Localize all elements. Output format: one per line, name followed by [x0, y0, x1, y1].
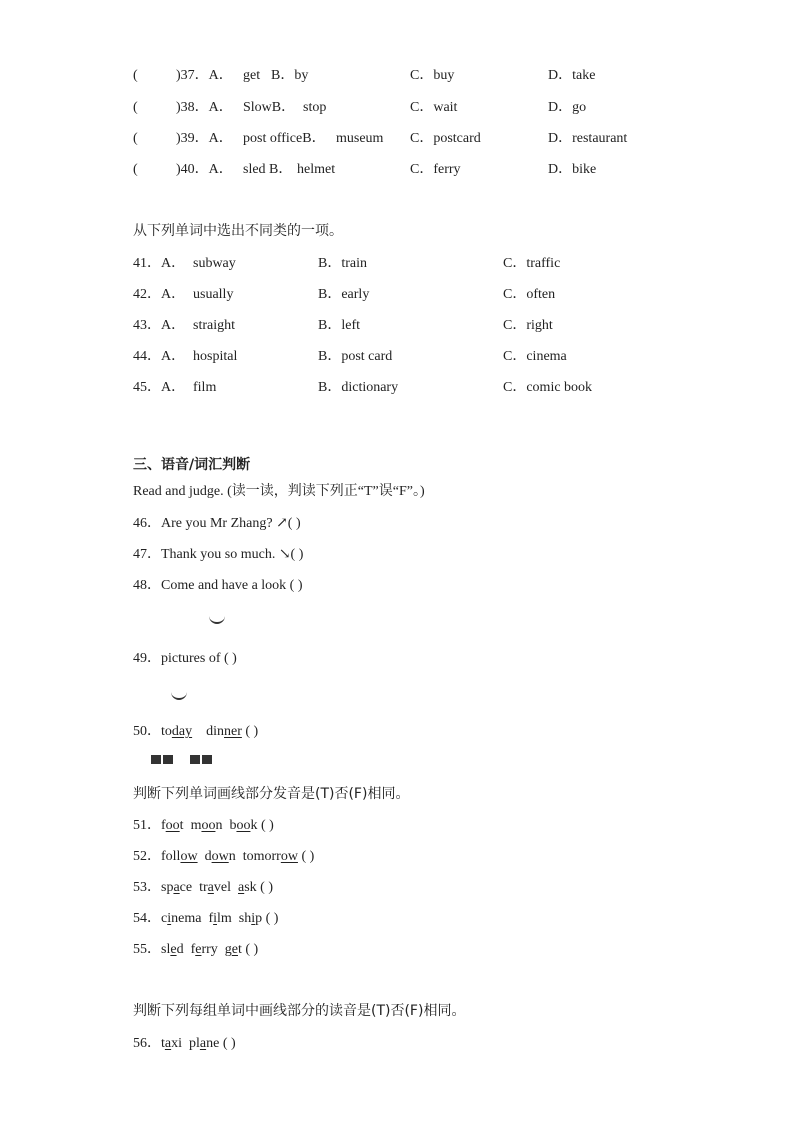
option-d: D．restaurant — [548, 131, 628, 146]
option-c: C．right — [503, 318, 553, 333]
option-a: hospital — [193, 349, 238, 364]
option-b: B．train — [318, 256, 367, 271]
option-a: post officeB． — [243, 131, 326, 146]
option-d: D．bike — [548, 162, 597, 177]
option-c: C．postcard — [410, 131, 481, 146]
option-a: SlowB． — [243, 100, 296, 115]
question-46: 46．Are you Mr Zhang? ↗( ) — [133, 516, 301, 531]
question-number: 45．A． — [133, 380, 186, 395]
question-number: 44．A． — [133, 349, 186, 364]
option-c: C．traffic — [503, 256, 561, 271]
question-55: 55．sled ferry get ( ) — [133, 942, 259, 957]
stress-mark — [202, 755, 212, 764]
section-instruction: Read and judge. (读一读，判读下列正“T”误“F”。) — [133, 484, 425, 499]
option-c: C．often — [503, 287, 556, 302]
answer-paren[interactable]: ( — [133, 100, 138, 115]
option-b: B．by — [271, 68, 309, 83]
stress-mark — [151, 755, 161, 764]
answer-paren[interactable]: ( — [133, 162, 138, 177]
answer-paren[interactable]: ( — [133, 68, 138, 83]
question-48: 48．Come and have a look ( ) — [133, 578, 303, 593]
question-47: 47．Thank you so much. ↘( ) — [133, 547, 304, 562]
option-d: D．go — [548, 100, 587, 115]
option-b: B．early — [318, 287, 370, 302]
liaison-mark — [209, 614, 225, 624]
question-54: 54．cinema film ship ( ) — [133, 911, 279, 926]
question-number: 41．A． — [133, 256, 186, 271]
question-number: )38．A． — [176, 100, 233, 115]
stress-mark — [163, 755, 173, 764]
question-56: 56．taxi plane ( ) — [133, 1036, 236, 1051]
option-b: B．post card — [318, 349, 393, 364]
option-c: C．ferry — [410, 162, 461, 177]
stress-mark — [190, 755, 200, 764]
question-number: )40．A． — [176, 162, 233, 177]
option-a: film — [193, 380, 217, 395]
answer-paren[interactable]: ( — [133, 131, 138, 146]
question-number: )37．A． — [176, 68, 233, 83]
question-number: 42．A． — [133, 287, 186, 302]
option-b: helmet — [297, 162, 336, 177]
pronunciation-instruction: 判断下列单词画线部分发音是(T)否(F)相同。 — [133, 786, 410, 802]
option-d: D．take — [548, 68, 596, 83]
section-heading: 三、语音/词汇判断 — [133, 457, 251, 473]
question-51: 51．foot moon book ( ) — [133, 818, 274, 833]
question-50: 50．today dinner ( ) — [133, 724, 259, 739]
option-b: B．dictionary — [318, 380, 399, 395]
question-49: 49．pictures of ( ) — [133, 651, 237, 666]
option-c: C．comic book — [503, 380, 593, 395]
question-53: 53．space travel ask ( ) — [133, 880, 273, 895]
option-a: sled B． — [243, 162, 293, 177]
group-instruction: 判断下列每组单词中画线部分的读音是(T)否(F)相同。 — [133, 1003, 466, 1019]
option-b: stop — [303, 100, 327, 115]
option-a: usually — [193, 287, 234, 302]
liaison-mark — [171, 690, 187, 700]
option-b: museum — [336, 131, 384, 146]
option-a: get — [243, 68, 261, 83]
option-c: C．cinema — [503, 349, 567, 364]
option-a: subway — [193, 256, 236, 271]
question-52: 52．follow down tomorrow ( ) — [133, 849, 315, 864]
question-number: 43．A． — [133, 318, 186, 333]
option-a: straight — [193, 318, 235, 333]
option-b: B．left — [318, 318, 360, 333]
odd-one-out-instruction: 从下列单词中选出不同类的一项。 — [133, 223, 343, 239]
question-number: )39．A． — [176, 131, 233, 146]
option-c: C．wait — [410, 100, 458, 115]
option-c: C．buy — [410, 68, 455, 83]
